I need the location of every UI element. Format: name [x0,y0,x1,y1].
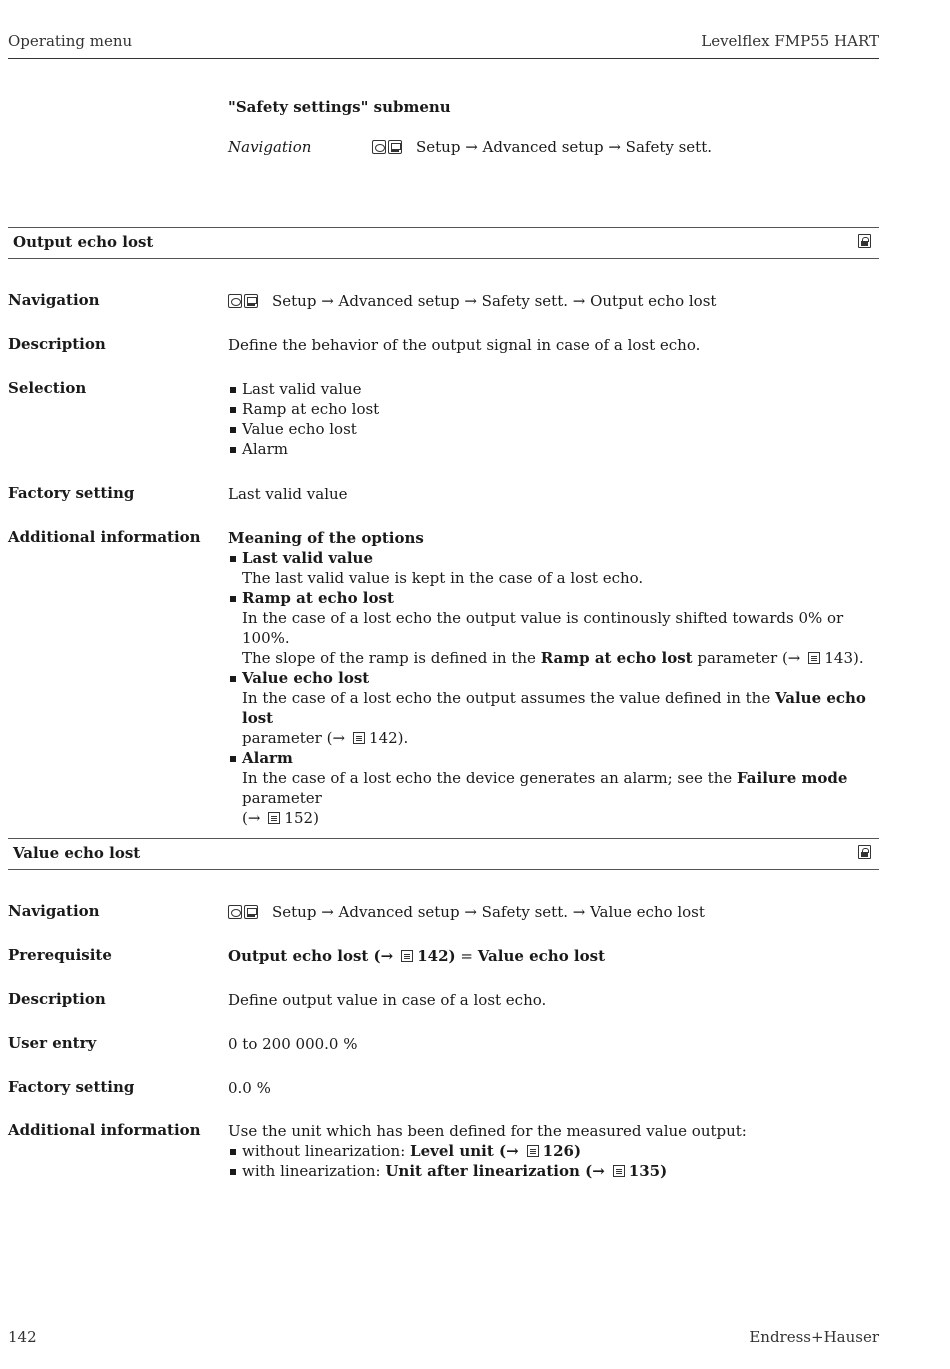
navigation-path-text: Setup → Advanced setup → Safety sett. → Value echo lost [272,903,705,921]
lock-icon [858,234,871,248]
nav-icons [228,905,258,919]
option-text: (→ 152) [242,809,319,827]
unit-list [228,1141,747,1181]
header-product: Levelflex FMP55 HART [701,32,879,50]
header-chapter: Operating menu [8,32,133,50]
description-label: Description [8,335,106,353]
option-title: Ramp at echo lost [242,589,394,607]
page-ref[interactable]: 142) [417,947,456,965]
selection-list [228,379,379,459]
page-ref-icon [808,652,820,664]
option-item [228,588,879,668]
section-header-value-echo-lost [8,838,879,870]
option-item [228,748,879,828]
additional-info-label: Additional information [8,528,201,546]
description-text: Define output value in case of a lost echo. [228,991,547,1009]
parameter-ref: Failure mode [736,769,848,787]
operating-tool-icon [372,140,386,154]
list-item: Last valid value [228,379,379,399]
display-icon [244,905,258,919]
page-ref[interactable]: 152 [284,809,314,827]
list-item: Ramp at echo lost [228,399,379,419]
parameter-ref: Ramp at echo lost [540,649,693,667]
submenu-nav-path [372,138,712,156]
option-text: The last valid value is kept in the case of a lost echo. [242,569,644,587]
option-title: Value echo lost [242,669,370,687]
option-title: Alarm [242,749,293,767]
page-ref-icon [268,812,280,824]
selection-label: Selection [8,379,87,397]
section-title: Output echo lost [13,233,154,251]
page-ref-icon [527,1145,539,1157]
additional-info [228,1121,747,1181]
description-label: Description [8,990,106,1008]
submenu-nav-label: Navigation [228,138,312,156]
list-item: Value echo lost [228,419,379,439]
page-ref[interactable]: 135) [628,1162,668,1180]
display-icon [244,294,258,308]
page-ref[interactable]: 126) [542,1142,582,1160]
operating-tool-icon [228,294,242,308]
factory-setting-value: Last valid value [228,485,348,503]
prerequisite-value: Output echo lost (→ 142) = Value echo lost [228,947,606,965]
page-ref[interactable]: 142 [369,729,398,747]
factory-setting-value: 0.0 % [228,1079,271,1097]
submenu-path-text: Setup → Advanced setup → Safety sett. [416,138,712,156]
option-title: Last valid value [242,549,373,567]
user-entry-value: 0 to 200 000.0 % [228,1035,358,1053]
nav-icons [372,140,402,154]
section-title: Value echo lost [13,844,141,862]
option-text: In the case of a lost echo the output assumes the value defined in the Value echo lost [242,689,866,727]
section-header-output-echo-lost [8,227,879,259]
prerequisite-label: Prerequisite [8,946,112,964]
additional-info [228,528,879,828]
description-text: Define the behavior of the output signal in case of a lost echo. [228,336,701,354]
option-text: In the case of a lost echo the output value is continously shifted towards 0% or 100%. [242,609,844,647]
option-item [228,668,879,748]
option-text: In the case of a lost echo the device generates an alarm; see the Failure mode parameter [242,769,848,807]
options-list [228,548,879,828]
meaning-title: Meaning of the options [228,529,424,547]
option-text: parameter (→ 142). [242,729,409,747]
option-text: The slope of the ramp is defined in the Ramp at echo lost parameter (→ 143). [242,649,864,667]
navigation-path [228,291,716,311]
nav-icons [228,294,258,308]
brand-name: Endress+Hauser [749,1328,879,1346]
page-number: 142 [8,1328,37,1346]
navigation-path [228,902,705,922]
operating-tool-icon [228,905,242,919]
list-item: with linearization: Unit after linearization (→ 135) [228,1161,747,1181]
additional-intro: Use the unit which has been defined for the measured value output: [228,1122,747,1140]
list-item: Alarm [228,439,379,459]
page-ref[interactable]: 143 [824,649,854,667]
submenu-title: "Safety settings" submenu [228,98,451,116]
list-item: without linearization: Level unit (→ 126) [228,1141,747,1161]
factory-setting-label: Factory setting [8,484,135,502]
page-header [8,30,879,59]
navigation-label: Navigation [8,902,100,920]
additional-info-label: Additional information [8,1121,201,1139]
lock-icon [858,845,871,859]
factory-setting-label: Factory setting [8,1078,135,1096]
page-ref-icon [353,732,365,744]
option-item [228,548,879,588]
display-icon [388,140,402,154]
navigation-path-text: Setup → Advanced setup → Safety sett. → Output echo lost [272,292,717,310]
page-ref-icon [401,950,413,962]
page-ref-icon [613,1165,625,1177]
parameter-ref: Value echo lost [242,689,866,727]
user-entry-label: User entry [8,1034,97,1052]
navigation-label: Navigation [8,291,100,309]
